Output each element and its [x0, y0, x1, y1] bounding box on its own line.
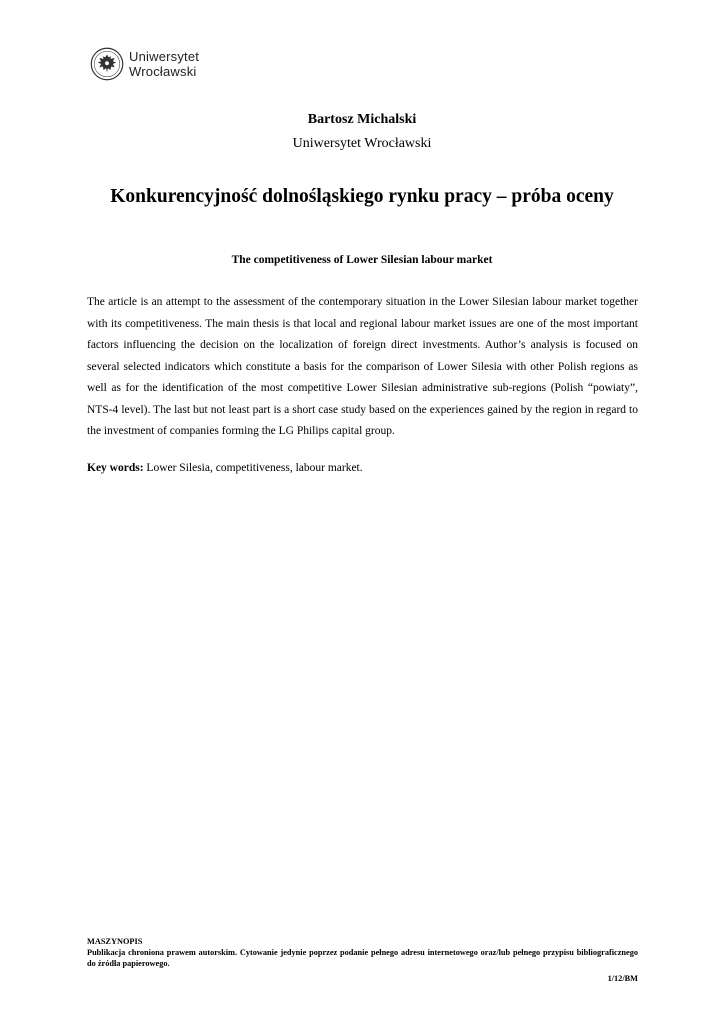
university-logo — [90, 44, 199, 84]
english-title: The competitiveness of Lower Silesian labour market — [231, 254, 493, 266]
keywords — [87, 462, 638, 474]
logo-line-2: Wrocławski — [129, 64, 197, 79]
keywords-text: Lower Silesia, competitiveness, labour market. — [143, 462, 363, 474]
author-affiliation: Uniwersytet Wrocławski — [292, 136, 432, 151]
copyright-notice: Publikacja chroniona prawem autorskim. Cytowanie jedynie poprzez podanie pełnego adresu internetowego oraz/lub pełnego przypisu bibliograficznego do źródła papierowego. — [87, 948, 638, 968]
keywords-label: Key words: — [87, 462, 144, 474]
author-name: Bartosz Michalski — [307, 112, 417, 127]
page-reference: 1/12/BM — [607, 974, 638, 983]
university-eagle-emblem-icon — [90, 47, 124, 81]
logo-line-1: Uniwersytet — [129, 49, 200, 64]
abstract-paragraph: The article is an attempt to the assessment of the contemporary situation in the Lower Silesian labour market together with its competitiveness. The main thesis is that local and regional labour market issues are one of the most important factors influencing the decision on the localization of foreign direct investments. Author’s analysis is focused on several selected indicators which constitute a basis for the comparison of Lower Silesia with other Polish regions as well as for the identification of the most competitive Lower Silesian administrative sub-regions (Polish “powiaty”, NTS-4 level). The last but not least part is a short case study based on the experiences gained by the region in regard to the investment of companies forming the LG Philips capital group. — [87, 296, 638, 437]
footer — [87, 936, 638, 984]
footer-label: MASZYNOPIS — [87, 937, 143, 946]
article-title: Konkurencyjność dolnośląskiego rynku pracy – próba oceny — [110, 186, 614, 207]
